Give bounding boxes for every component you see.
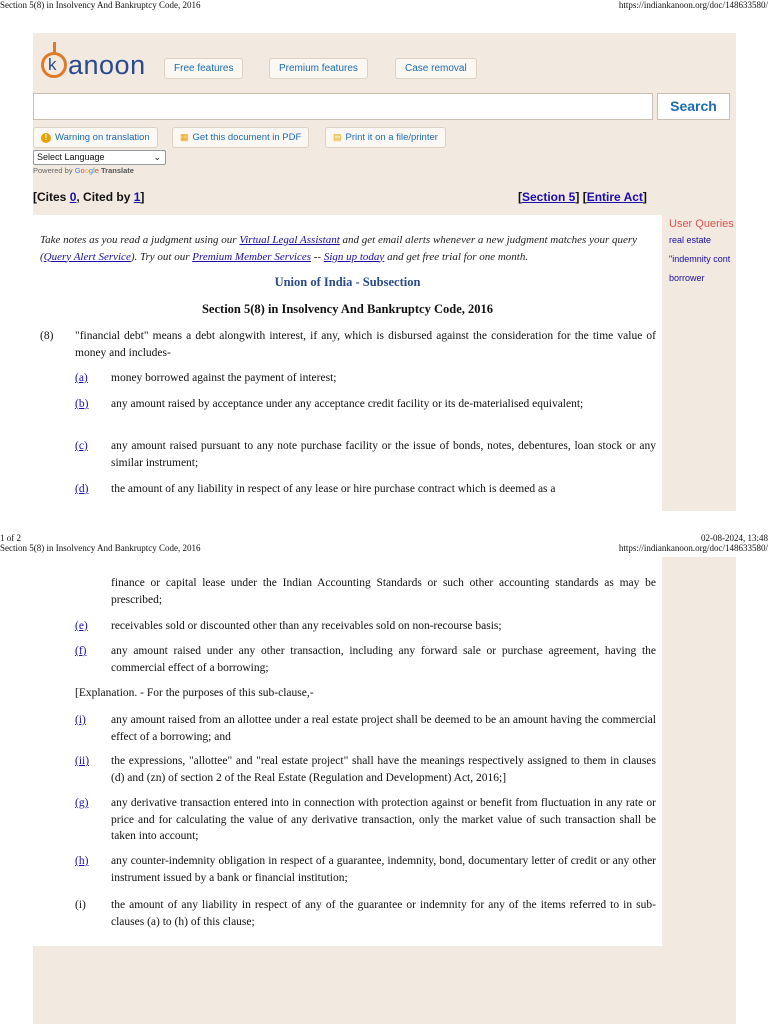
subclause-text: receivables sold or discounted other than any receivables sold on non-recourse basis; (111, 620, 502, 632)
doc-subtitle: Union of India - Subsection (274, 275, 421, 289)
cited-by-count-link[interactable]: 1 (133, 190, 141, 204)
logo-text: anoon (68, 50, 146, 80)
document-area (33, 557, 662, 946)
user-query-item[interactable]: real estate (669, 235, 712, 245)
search-button[interactable]: Search (657, 93, 730, 120)
translate-label: Translate (101, 166, 134, 175)
clause-label: (8) (40, 330, 54, 342)
query-alert-link[interactable]: Query Alert Service (43, 250, 131, 263)
cites-info: [Cites 0, Cited by 1] (33, 190, 145, 204)
subclause-link-f[interactable]: (f) (75, 645, 87, 657)
chevron-down-icon: ⌄ (153, 152, 161, 162)
search-input[interactable] (33, 93, 653, 120)
language-selected: Select Language (37, 152, 105, 162)
user-queries-title: User Queries (669, 218, 734, 230)
pdf-icon: ▦ (180, 132, 189, 142)
section-links: [Section 5] [Entire Act] (518, 190, 647, 204)
subclause-link-i[interactable]: (i) (75, 714, 86, 726)
subclause-link-a[interactable]: (a) (75, 372, 88, 384)
print-label: Print it on a file/printer (345, 132, 438, 143)
cites-count-link[interactable]: 0 (69, 190, 77, 204)
subclause-link-h[interactable]: (h) (75, 855, 89, 867)
subclause-link-d[interactable]: (d) (75, 483, 89, 495)
print-header-title: Section 5(8) in Insolvency And Bankruptcy Code, 2016 (0, 543, 201, 553)
powered-by-google-translate[interactable] (33, 166, 134, 175)
logo-k-icon: k (41, 52, 67, 78)
google-wordmark: Google (74, 166, 99, 175)
premium-member-link[interactable]: Premium Member Services (192, 250, 311, 263)
premium-features-button[interactable]: Premium features (269, 58, 368, 79)
subclause-link-e[interactable]: (e) (75, 620, 88, 632)
subclause-text: money borrowed against the payment of interest; (111, 372, 337, 384)
print-header-url: https://indiankanoon.org/doc/148633580/ (618, 0, 768, 10)
subclause-text: any amount raised from an allottee under a real estate project shall be deemed to be an amount having the commercial effect of a borrowing; and (111, 714, 656, 743)
subclause-text: the expressions, "allottee" and "real estate project" shall have the meanings respectively assigned to them in clauses (d) and (zn) of section 2 of the Real Estate (Regulation and Development) Act, 2016;] (111, 755, 656, 784)
doc-title: Section 5(8) in Insolvency And Bankruptcy Code, 2016 (201, 302, 493, 316)
print-button[interactable] (325, 127, 446, 148)
subclause-link-b[interactable]: (b) (75, 398, 89, 410)
user-query-item[interactable]: "indemnity cont (669, 254, 731, 264)
pdf-label: Get this document in PDF (192, 132, 302, 143)
warning-icon: ! (41, 133, 51, 143)
warning-label: Warning on translation (55, 132, 150, 143)
subclause-link-c[interactable]: (c) (75, 440, 88, 452)
subclause-text: any counter-indemnity obligation in respect of a guarantee, indemnity, bond, documentary letter of credit or any other instrument issued by a bank or financial institution; (111, 855, 656, 884)
subclause-text: any amount raised pursuant to any note purchase facility or the issue of bonds, notes, debentures, loan stock or any similar instrument; (111, 440, 656, 469)
warning-translation-button[interactable] (33, 127, 158, 148)
free-features-button[interactable]: Free features (164, 58, 243, 79)
section-link[interactable]: Section 5 (522, 190, 576, 204)
indiankanoon-logo[interactable] (41, 42, 146, 88)
subclause-text: any amount raised by acceptance under any acceptance credit facility or its de-materialised equivalent; (111, 398, 584, 410)
promo-text: Take notes as you read a judgment using our Virtual Legal Assistant and get email alerts whenever a new judgment matches your query (Query Alert Service). Try out our Premium Member Services -- Sign up today and get free trial for one month. (40, 234, 638, 263)
print-footer-page: 1 of 2 (0, 533, 21, 543)
explanation-text: [Explanation. - For the purposes of this sub-clause,- (75, 687, 314, 699)
clause-intro: "financial debt" means a debt alongwith interest, if any, which is disbursed against the consideration for the time value of money and includes- (75, 330, 656, 359)
subclause-text: any derivative transaction entered into in connection with protection against or benefit from fluctuation in any rate or price and for calculating the value of any derivative transaction, only the market value of such transaction shall be taken into account; (111, 797, 656, 842)
print-footer-date: 02-08-2024, 13:48 (701, 533, 768, 543)
subclause-text: the amount of any liability in respect of any of the guarantee or indemnity for any of the items referred to in sub-clauses (a) to (h) of this clause; (111, 899, 656, 928)
virtual-legal-assistant-link[interactable]: Virtual Legal Assistant (239, 234, 340, 246)
printer-icon: ▤ (333, 132, 342, 142)
subclause-text: the amount of any liability in respect of any lease or hire purchase contract which is deemed as a (111, 483, 556, 495)
powered-by-label: Powered by (33, 166, 73, 175)
subclause-link-ii[interactable]: (ii) (75, 755, 90, 767)
language-select[interactable] (33, 150, 166, 165)
subclause-link-g[interactable]: (g) (75, 797, 89, 809)
print-header-title: Section 5(8) in Insolvency And Bankruptcy Code, 2016 (0, 0, 201, 10)
entire-act-link[interactable]: Entire Act (586, 190, 643, 204)
sign-up-link[interactable]: Sign up today (323, 250, 385, 263)
user-query-item[interactable]: borrower (669, 273, 705, 283)
subclause-text: any amount raised under any other transaction, including any forward sale or purchase agreement, having the commercial effect of a borrowing; (111, 645, 656, 674)
print-header-url: https://indiankanoon.org/doc/148633580/ (618, 543, 768, 553)
subclause-text-continued: finance or capital lease under the Indian Accounting Standards or such other accounting standards as may be prescribed; (111, 577, 656, 606)
get-pdf-button[interactable] (172, 127, 309, 148)
subclause-label-i: (i) (75, 899, 86, 911)
case-removal-button[interactable]: Case removal (395, 58, 477, 79)
